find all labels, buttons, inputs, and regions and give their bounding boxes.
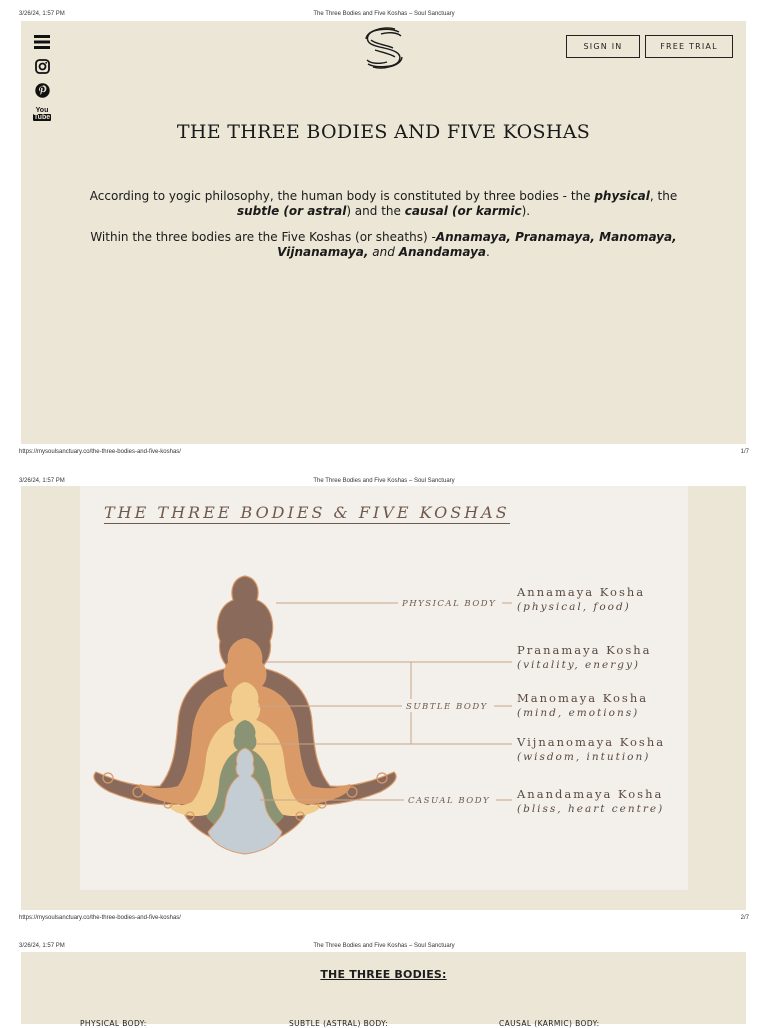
kosha-3-desc: (mind, emotions) xyxy=(517,707,640,719)
print-doc-title: The Three Bodies and Five Koshas – Soul Sanctuary xyxy=(313,478,455,484)
sign-in-button[interactable]: SIGN IN xyxy=(566,35,640,58)
term-physical: physical xyxy=(594,189,650,203)
print-datetime: 3/26/24, 1:57 PM xyxy=(19,478,65,484)
print-datetime: 3/26/24, 1:57 PM xyxy=(19,11,65,17)
page-2-panel xyxy=(21,486,746,910)
print-header xyxy=(0,9,768,21)
youtube-label-top: You xyxy=(35,107,49,114)
casual-body-label: CASUAL BODY xyxy=(408,796,491,806)
meditation-figure xyxy=(94,576,396,854)
column-subtle-heading: SUBTLE (ASTRAL) BODY: xyxy=(289,1019,388,1028)
kosha-last: Anandamaya xyxy=(398,244,486,259)
print-footer xyxy=(0,447,768,459)
column-physical-heading: PHYSICAL BODY: xyxy=(80,1019,147,1028)
kosha-4-desc: (wisdom, intution) xyxy=(517,751,651,763)
term-causal: causal (or karmic xyxy=(404,203,522,218)
kosha-3-name: Manomaya Kosha xyxy=(517,691,649,705)
page-1-panel xyxy=(21,21,746,444)
print-doc-title: The Three Bodies and Five Koshas – Soul Sanctuary xyxy=(313,11,455,17)
site-logo[interactable] xyxy=(361,26,407,70)
kosha-5-name: Anandamaya Kosha xyxy=(517,787,664,801)
instagram-icon[interactable] xyxy=(33,57,51,75)
intro-paragraph: According to yogic philosophy, the human body is constituted by three bodies - the physical, the subtle (or astral) and the causal (or karmic). xyxy=(89,189,678,218)
kosha-2-name: Pranamaya Kosha xyxy=(517,643,652,657)
kosha-2-desc: (vitality, energy) xyxy=(517,659,640,671)
print-footer-2 xyxy=(0,913,768,925)
free-trial-button[interactable]: FREE TRIAL xyxy=(645,35,733,58)
kosha-1-desc: (physical, food) xyxy=(517,601,631,613)
page-title: THE THREE BODIES AND FIVE KOSHAS xyxy=(176,121,591,143)
page-number: 2/7 xyxy=(740,915,749,921)
kosha-1-name: Annamaya Kosha xyxy=(517,585,646,599)
column-causal-heading: CAUSAL (KARMIC) BODY: xyxy=(499,1019,600,1028)
koshas-infographic xyxy=(80,486,688,890)
physical-body-label: PHYSICAL BODY xyxy=(402,599,497,609)
kosha-list: Annamaya, Pranamaya, Manomaya, Vijnanamaya, xyxy=(277,230,677,259)
kosha-5-desc: (bliss, heart centre) xyxy=(517,803,665,815)
print-doc-title: The Three Bodies and Five Koshas – Soul Sanctuary xyxy=(313,943,455,949)
menu-icon[interactable] xyxy=(33,33,51,51)
kosha-4-name: Vijnanomaya Kosha xyxy=(517,735,666,749)
koshas-paragraph: Within the three bodies are the Five Koshas (or sheaths) -Annamaya, Pranamaya, Manomaya, Vijnanamaya, and Anandamaya. xyxy=(90,230,677,259)
pinterest-icon[interactable] xyxy=(33,81,51,99)
infographic-title: THE THREE BODIES & FIVE KOSHAS xyxy=(104,503,510,522)
print-url[interactable]: https://mysoulsanctuary.co/the-three-bodies-and-five-koshas/ xyxy=(19,449,181,455)
print-url[interactable]: https://mysoulsanctuary.co/the-three-bodies-and-five-koshas/ xyxy=(19,915,181,921)
page-number: 1/7 xyxy=(740,449,749,455)
social-icon-column xyxy=(33,33,51,129)
infographic-figure xyxy=(80,486,688,890)
youtube-label-bottom: Tube xyxy=(33,114,51,121)
subtle-body-label: SUBTLE BODY xyxy=(406,702,488,712)
print-datetime: 3/26/24, 1:57 PM xyxy=(19,943,65,949)
page-3-panel xyxy=(21,952,746,1028)
term-subtle: subtle (or astral xyxy=(236,203,347,218)
three-bodies-heading: THE THREE BODIES: xyxy=(320,968,447,981)
